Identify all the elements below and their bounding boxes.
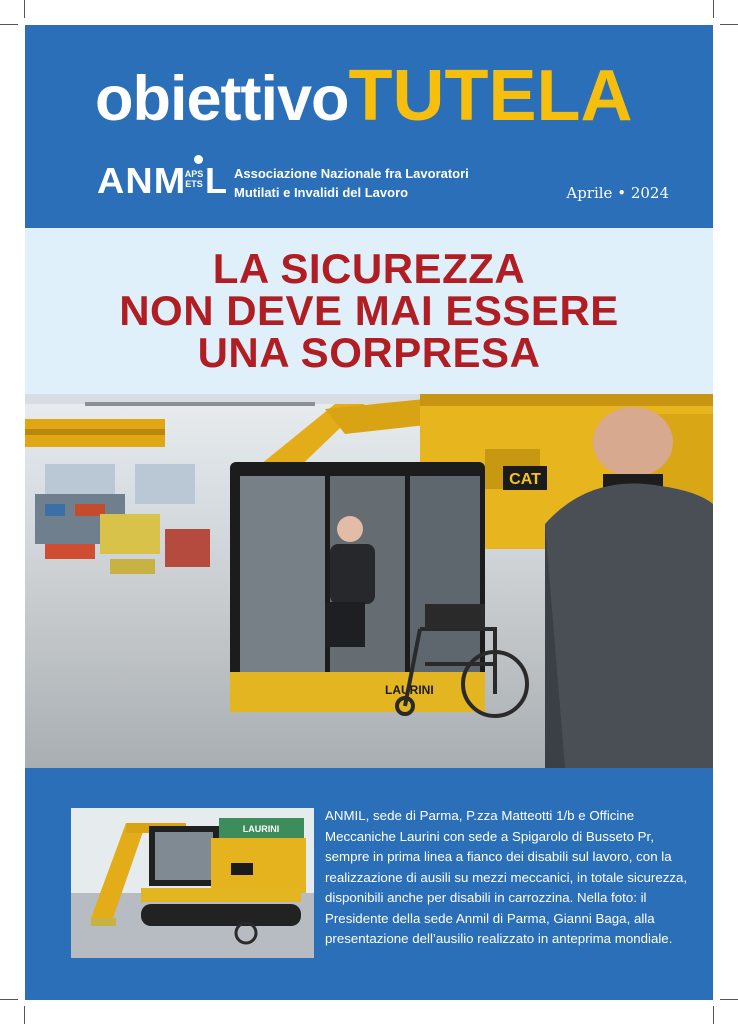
logo-letter-l: L <box>205 160 227 201</box>
masthead-part1: obiettivo <box>95 64 349 134</box>
crop-mark <box>720 24 738 25</box>
photo-caption: ANMIL, sede di Parma, P.zza Matteotti 1/b e Officine Meccaniche Laurini con sede a Spigarolo di Busseto Pr, sempre in prima linea a fianco dei disabili sul lavoro, con la realizzazione di ausili su mezzi meccanici, in totale sicurezza, disponibili anche per disabili in carrozzina. Nella foto: il Presidente della sede Anmil di Parma, Gianni Baga, alla presentazione dell’ausilio realizzato in anteprima mondiale. <box>325 808 688 946</box>
masthead-title <box>95 55 632 137</box>
logo-dot-icon <box>194 155 203 164</box>
crop-mark <box>24 1006 25 1024</box>
svg-text:CAT: CAT <box>509 471 541 488</box>
crop-mark <box>720 999 738 1000</box>
cover-header <box>25 25 713 228</box>
cover-photo <box>25 394 713 768</box>
masthead-part2: TUTELA <box>348 56 633 136</box>
association-line1: Associazione Nazionale fra Lavoratori <box>234 166 469 181</box>
headline-line2: NON DEVE MAI ESSERE <box>119 287 619 334</box>
crop-mark <box>713 1006 714 1024</box>
logo-text: ANM <box>97 160 187 201</box>
logo-aps-ets: APS ETS <box>184 169 204 189</box>
thumbnail-photo <box>71 808 314 958</box>
association-line2: Mutilati e Invalidi del Lavoro <box>234 185 409 200</box>
headline-band <box>25 228 713 394</box>
headline-line1: LA SICUREZZA <box>212 245 526 292</box>
laurini-label: LAURINI <box>385 683 434 697</box>
magazine-cover <box>25 25 713 1000</box>
caption-section <box>25 768 713 1000</box>
crop-mark <box>713 0 714 18</box>
headline-line3: UNA SORPRESA <box>197 329 541 376</box>
excavator-photo <box>71 808 314 958</box>
crop-mark <box>0 24 18 25</box>
issue-date: Aprile • 2024 <box>566 184 669 202</box>
crop-mark <box>0 999 18 1000</box>
cat-logo <box>503 466 547 490</box>
cover-headline <box>25 245 713 376</box>
thumb-wall-label: LAURINI <box>242 824 280 834</box>
anmil-logo <box>97 152 237 204</box>
association-name <box>234 164 469 202</box>
workshop-photo <box>25 394 713 768</box>
crop-mark <box>24 0 25 18</box>
